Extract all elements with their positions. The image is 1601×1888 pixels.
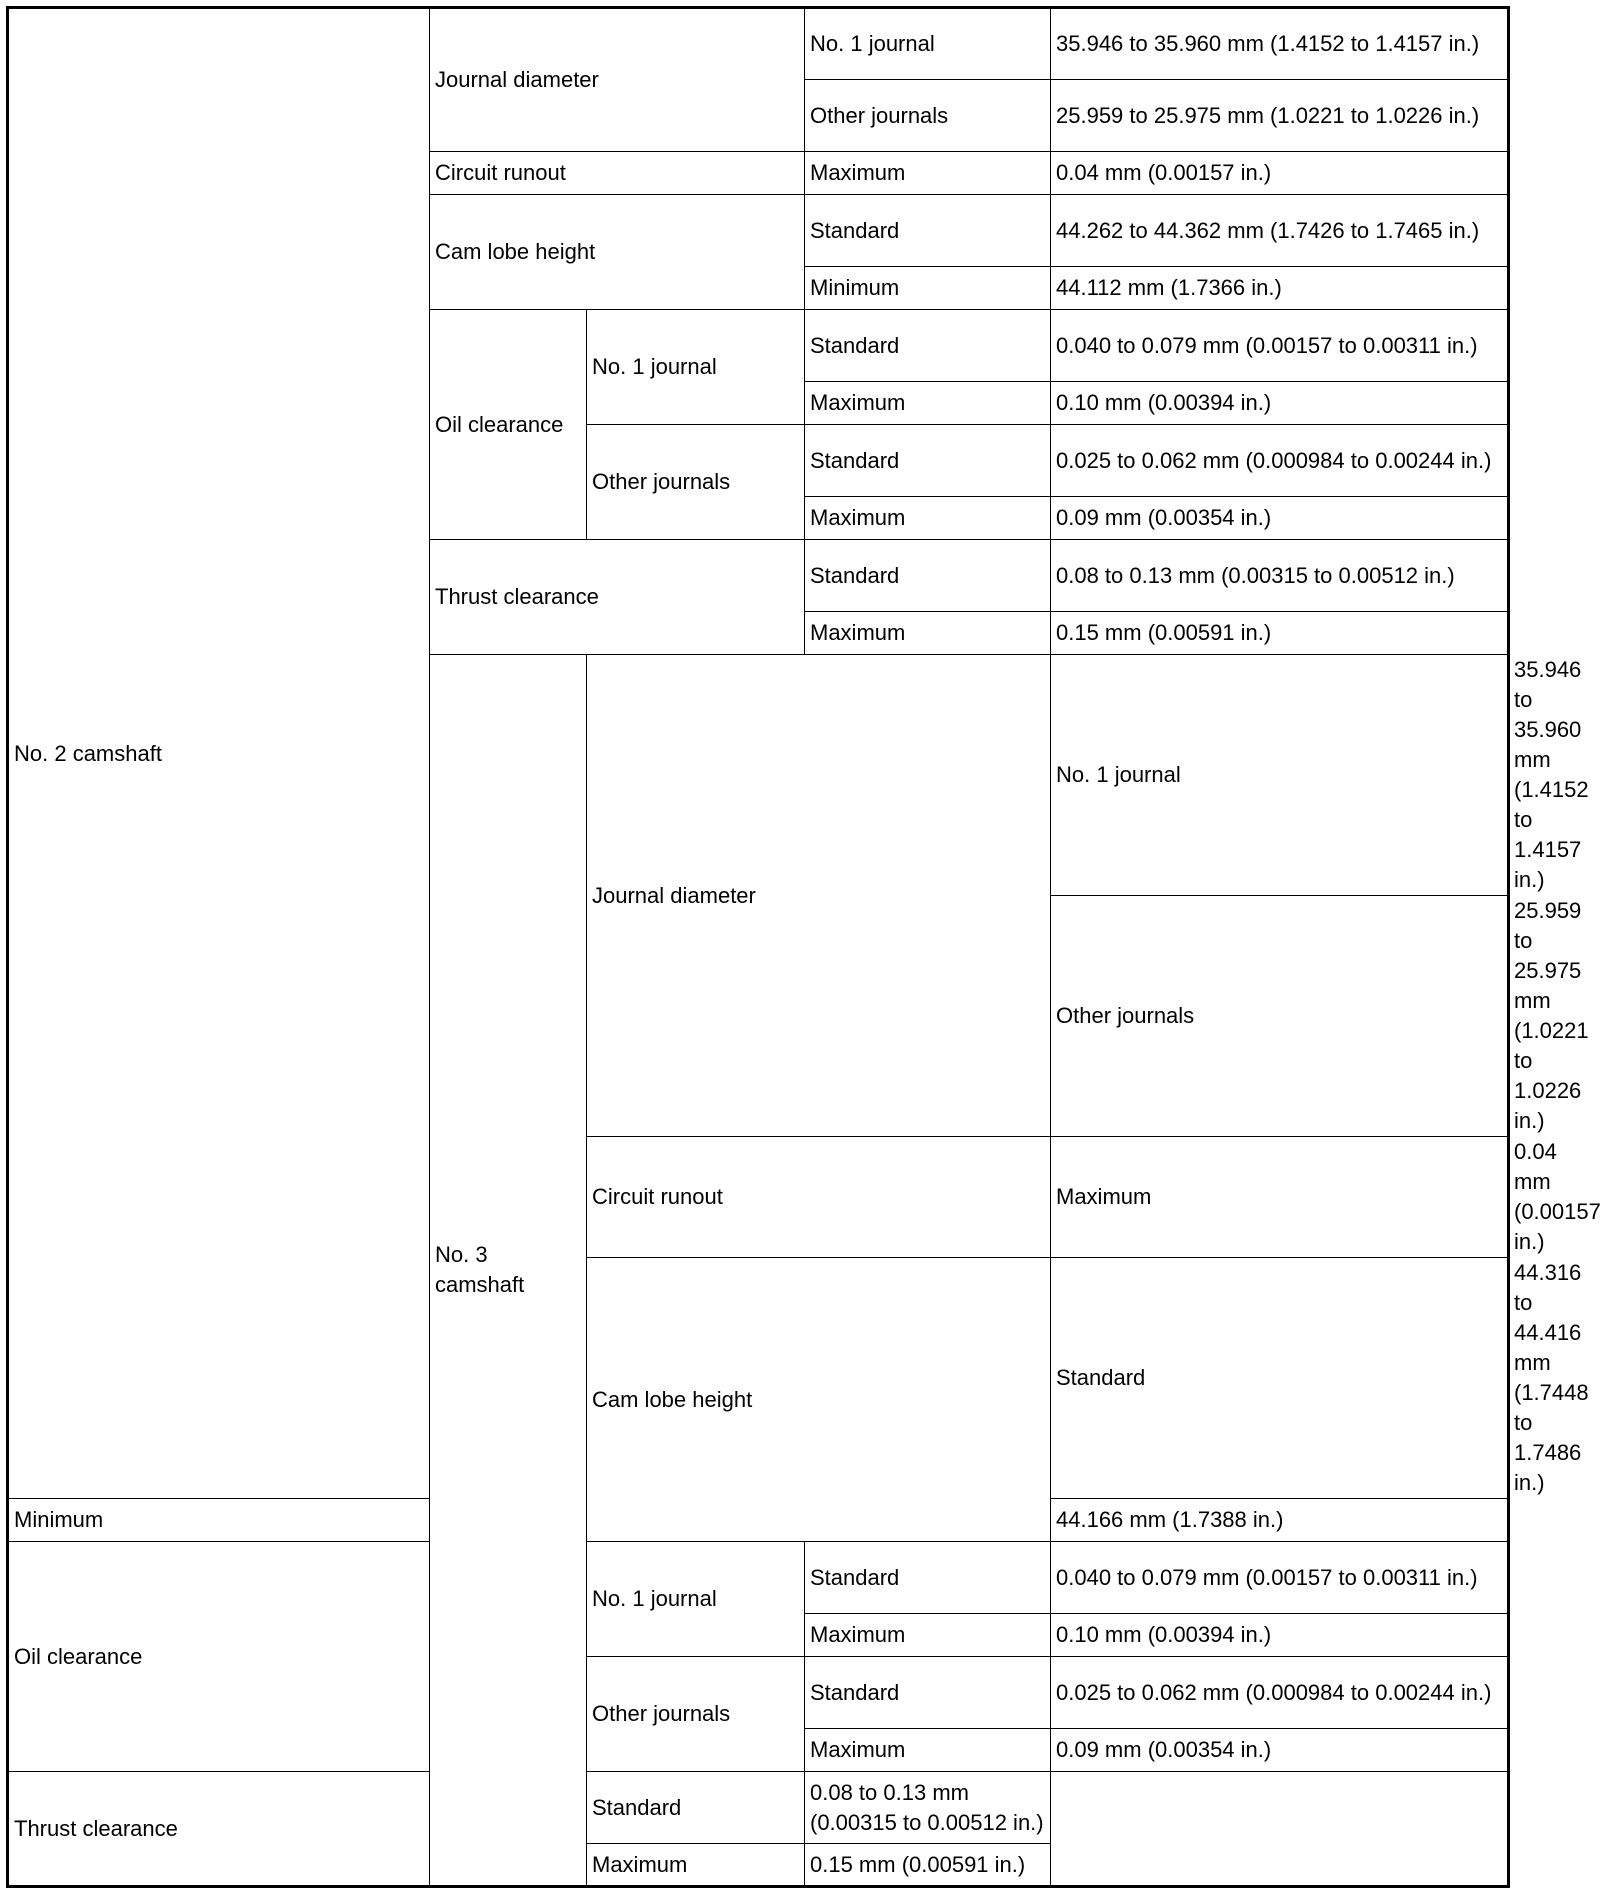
table-row: Other journals 25.959 to 25.975 mm (1.0221 to 1.0226 in.) (8, 896, 1509, 1137)
value-cell: 0.10 mm (0.00394 in.) (1051, 1614, 1509, 1657)
value-cell: 0.09 mm (0.00354 in.) (1051, 497, 1509, 540)
item-label-cell: Journal diameter (587, 655, 1051, 1137)
value-cell: 35.946 to 35.960 mm (1.4152 to 1.4157 in.) (1051, 8, 1509, 80)
condition-label-cell: No. 1 journal (1051, 655, 1509, 896)
condition-label-cell: Maximum (1051, 1137, 1509, 1258)
table-row: Cam lobe height Standard 44.316 to 44.416 mm (1.7448 to 1.7486 in.) (8, 1258, 1509, 1499)
item-label-cell: Journal diameter (430, 8, 805, 152)
value-cell: 0.025 to 0.062 mm (0.000984 to 0.00244 in.) (1051, 1657, 1509, 1729)
value-cell: 0.04 mm (0.00157 in.) (1051, 152, 1509, 195)
value-cell: 44.262 to 44.362 mm (1.7426 to 1.7465 in.) (1051, 195, 1509, 267)
condition-label-cell: Standard (805, 195, 1051, 267)
item-label-cell: Oil clearance (430, 310, 587, 540)
value-cell: 44.112 mm (1.7366 in.) (1051, 267, 1509, 310)
item-label-cell: Oil clearance (8, 1542, 430, 1772)
subitem-label-cell: No. 1 journal (587, 310, 805, 425)
condition-label-cell: Standard (805, 425, 1051, 497)
camshaft-spec-table (6, 6, 1601, 1888)
condition-label-cell: Maximum (805, 612, 1051, 655)
camshaft-label-cell: No. 3 camshaft (430, 655, 587, 1887)
condition-label-cell: Minimum (805, 267, 1051, 310)
table-row: No. 3 camshaft Journal diameter No. 1 journal 35.946 to 35.960 mm (1.4152 to 1.4157 in.) (8, 655, 1509, 896)
condition-label-cell: Standard (1051, 1258, 1509, 1499)
item-label-cell: Thrust clearance (430, 540, 805, 655)
subitem-label-cell: Other journals (587, 1657, 805, 1772)
condition-label-cell: Standard (805, 310, 1051, 382)
condition-label-cell: Other journals (805, 80, 1051, 152)
condition-label-cell: Other journals (1051, 896, 1509, 1137)
value-cell: 0.08 to 0.13 mm (0.00315 to 0.00512 in.) (1051, 540, 1509, 612)
table-row: Circuit runout Maximum 0.04 mm (0.00157 in.) (8, 1137, 1509, 1258)
condition-label-cell: Maximum (805, 152, 1051, 195)
value-cell: 0.040 to 0.079 mm (0.00157 to 0.00311 in.) (1051, 1542, 1509, 1614)
condition-label-cell: Maximum (587, 1844, 805, 1887)
value-cell: 0.15 mm (0.00591 in.) (805, 1844, 1051, 1887)
item-label-cell: Circuit runout (587, 1137, 1051, 1258)
condition-label-cell: Maximum (805, 497, 1051, 540)
condition-label-cell: Standard (805, 540, 1051, 612)
value-cell: 0.08 to 0.13 mm (0.00315 to 0.00512 in.) (805, 1772, 1051, 1844)
item-label-cell: Cam lobe height (430, 195, 805, 310)
condition-label-cell: No. 1 journal (805, 8, 1051, 80)
value-cell: 44.166 mm (1.7388 in.) (1051, 1499, 1509, 1542)
table-row (8, 1772, 1509, 1844)
condition-label-cell: Maximum (805, 382, 1051, 425)
value-cell: 0.15 mm (0.00591 in.) (1051, 612, 1509, 655)
item-label-cell: Cam lobe height (587, 1258, 1051, 1542)
condition-label-cell: Standard (587, 1772, 805, 1844)
condition-label-cell: Minimum (8, 1499, 430, 1542)
item-label-cell: Thrust clearance (8, 1772, 587, 1887)
value-cell: 0.09 mm (0.00354 in.) (1051, 1729, 1509, 1772)
subitem-label-cell: No. 1 journal (587, 1542, 805, 1657)
item-label-cell: Circuit runout (430, 152, 805, 195)
condition-label-cell: Maximum (805, 1729, 1051, 1772)
camshaft-label-cell: No. 2 camshaft (8, 8, 430, 1499)
table-row (8, 8, 1509, 80)
value-cell: 25.959 to 25.975 mm (1.0221 to 1.0226 in.) (1051, 80, 1509, 152)
condition-label-cell: Standard (805, 1657, 1051, 1729)
value-cell: 0.040 to 0.079 mm (0.00157 to 0.00311 in.) (1051, 310, 1509, 382)
condition-label-cell: Standard (805, 1542, 1051, 1614)
value-cell: 0.025 to 0.062 mm (0.000984 to 0.00244 in.) (1051, 425, 1509, 497)
condition-label-cell: Maximum (805, 1614, 1051, 1657)
table-row (8, 1542, 1509, 1614)
subitem-label-cell: Other journals (587, 425, 805, 540)
value-cell: 0.10 mm (0.00394 in.) (1051, 382, 1509, 425)
